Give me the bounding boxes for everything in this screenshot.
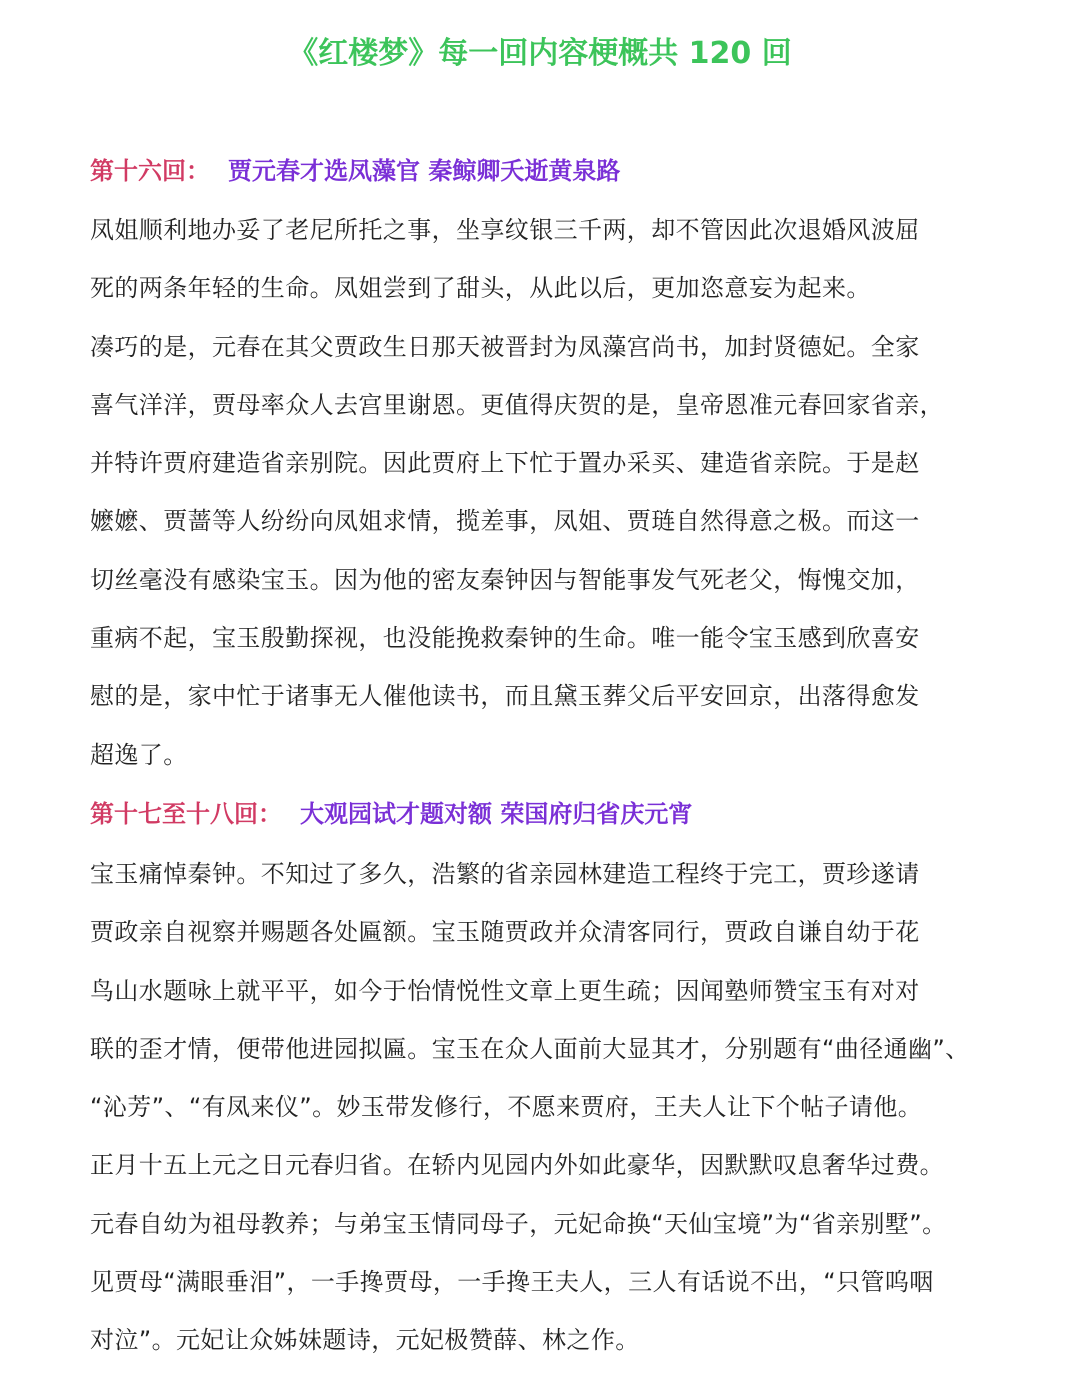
- summary-line: 正月十五上元之日元春归省。在轿内见园内外如此豪华，因默默叹息奢华过费。: [90, 1151, 944, 1180]
- summary-line: 凑巧的是，元春在其父贾政生日那天被晋封为凤藻宫尚书，加封贤德妃。全家: [90, 332, 920, 361]
- chapter-summary: [90, 201, 1020, 784]
- chapter-section: [90, 796, 1020, 1370]
- summary-line: 切丝毫没有感染宝玉。因为他的密友秦钟因与智能事发气死老父，悔愧交加，: [90, 565, 920, 594]
- summary-line: 对泣”。元妃让众姊妹题诗，元妃极赞薛、林之作。: [90, 1326, 640, 1355]
- summary-line: 慰的是，家中忙于诸事无人催他读书，而且黛玉葬父后平安回京，出落得愈发: [90, 682, 920, 711]
- summary-line: 重病不起，宝玉殷勤探视，也没能挽救秦钟的生命。唯一能令宝玉感到欣喜安: [90, 624, 920, 653]
- summary-line: 超逸了。: [90, 740, 188, 769]
- summary-line: 喜气洋洋，贾母率众人去宫里谢恩。更值得庆贺的是，皇帝恩准元春回家省亲，: [90, 390, 944, 419]
- summary-line: 并特许贾府建造省亲别院。因此贾府上下忙于置办采买、建造省亲院。于是赵: [90, 449, 920, 478]
- summary-line: 联的歪才情，便带他进园拟匾。宝玉在众人面前大显其才，分别题有“曲径通幽”、: [90, 1034, 970, 1063]
- summary-line: 见贾母“满眼垂泪”，一手搀贾母，一手搀王夫人，三人有话说不出，“只管呜咽: [90, 1268, 934, 1297]
- chapter-name: 贾元春才选凤藻官 秦鲸卿夭逝黄泉路: [228, 157, 621, 185]
- chapter-heading: [90, 153, 1020, 189]
- page-title: 《红楼梦》每一回内容梗概共 120 回: [288, 36, 792, 71]
- chapter-heading: [90, 796, 1020, 832]
- summary-line: 贾政亲自视察并赐题各处匾额。宝玉随贾政并众清客同行，贾政自谦自幼于花: [90, 918, 920, 947]
- summary-line: 元春自幼为祖母教养；与弟宝玉情同母子，元妃命换“天仙宝境”为“省亲别墅”。: [90, 1209, 947, 1238]
- summary-line: 死的两条年轻的生命。凤姐尝到了甜头，从此以后，更加恣意妄为起来。: [90, 274, 871, 303]
- chapter-name: 大观园试才题对额 荣国府归省庆元宵: [300, 800, 693, 828]
- chapter-number: 第十七至十八回：: [90, 800, 282, 828]
- summary-line: 宝玉痛悼秦钟。不知过了多久，浩繁的省亲园林建造工程终于完工，贾珍遂请: [90, 860, 920, 888]
- summary-line: 鸟山水题咏上就平平，如今于怡情悦性文章上更生疏；因闻塾师赞宝玉有对对: [90, 976, 920, 1005]
- summary-line: 嬷嬷、贾蔷等人纷纷向凤姐求情，揽差事，凤姐、贾琏自然得意之极。而这一: [90, 507, 920, 536]
- chapter-summary: [90, 845, 1020, 1370]
- summary-line: “沁芳”、“有凤来仪”。妙玉带发修行，不愿来贾府，王夫人让下个帖子请他。: [90, 1093, 923, 1122]
- chapter-number: 第十六回：: [90, 157, 210, 185]
- chapter-section: [90, 153, 1020, 784]
- summary-line: 凤姐顺利地办妥了老尼所托之事，坐享纹银三千两，却不管因此次退婚风波屈: [90, 216, 920, 244]
